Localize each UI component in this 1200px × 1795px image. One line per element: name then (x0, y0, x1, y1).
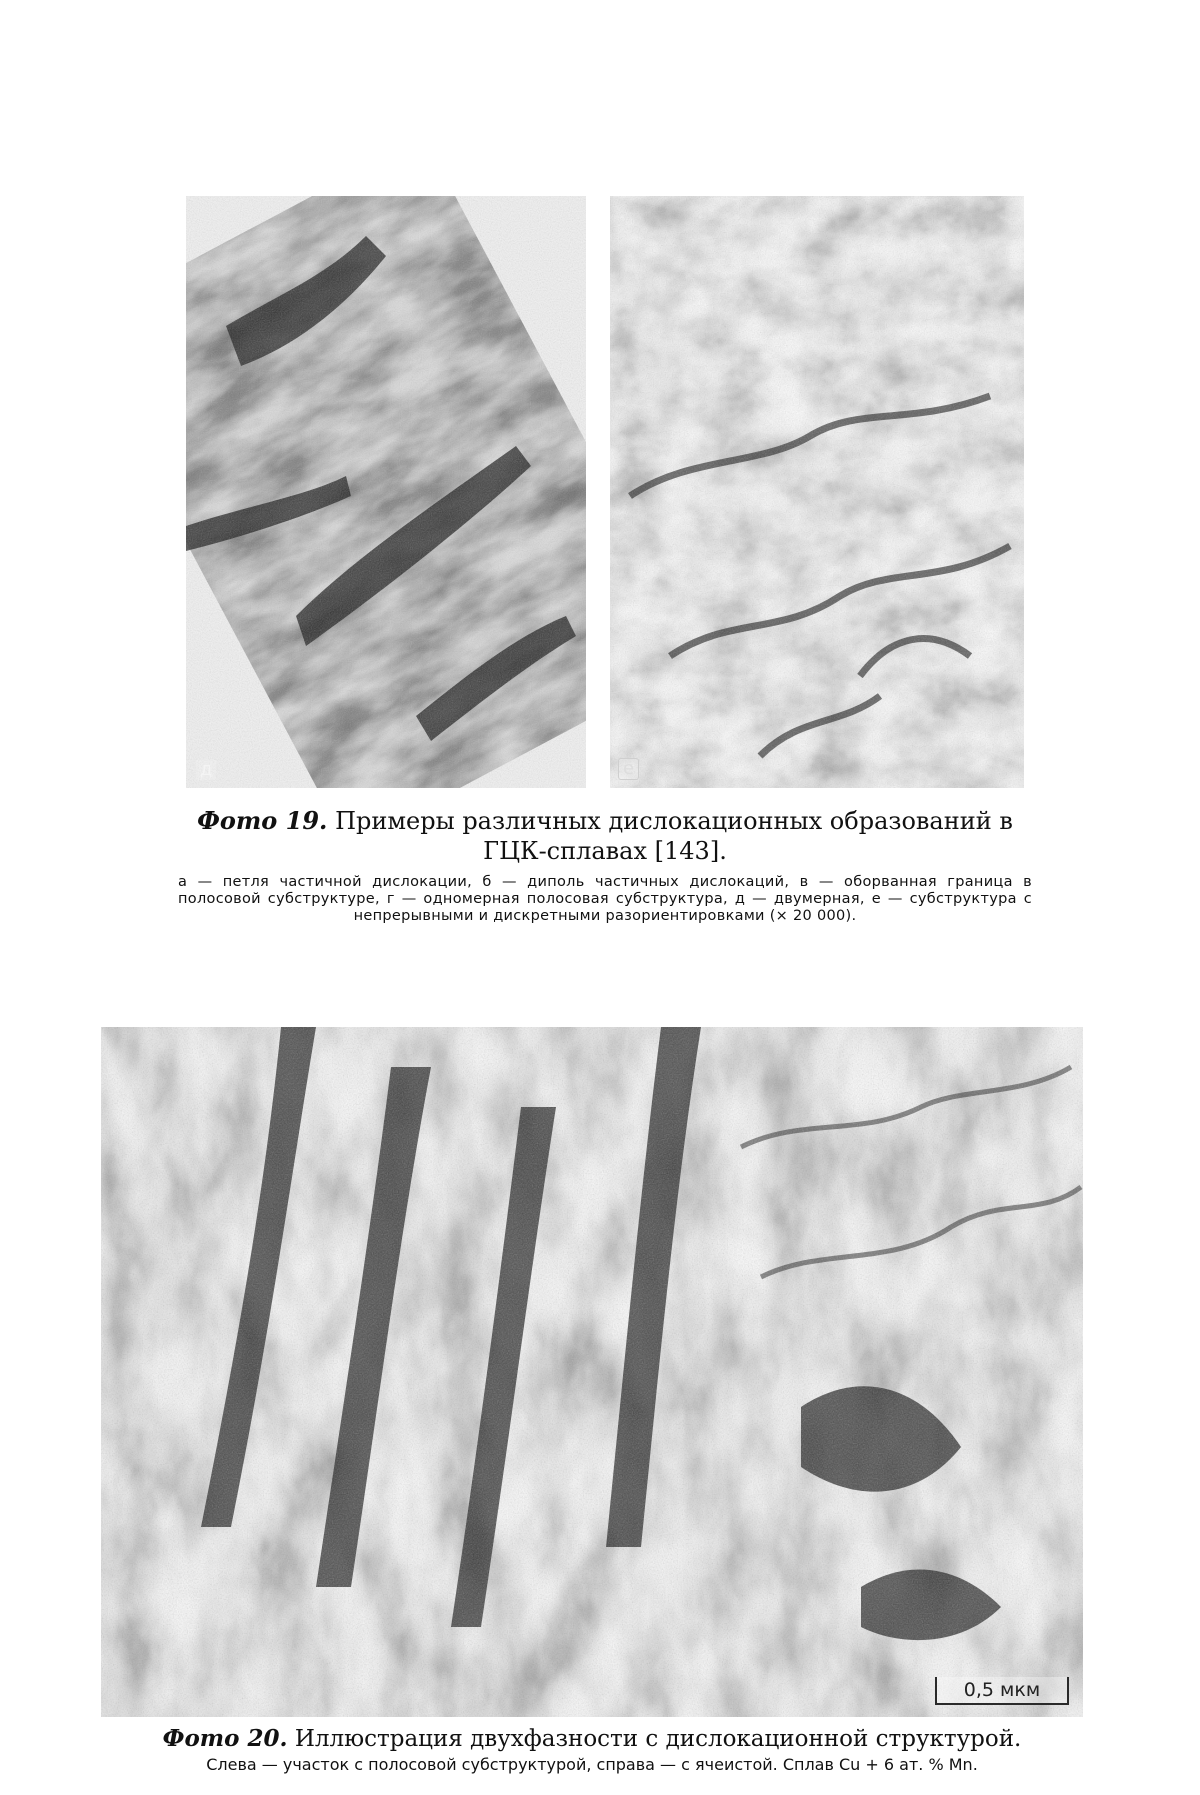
photo-20-caption-text: Иллюстрация двухфазности с дислокационной структурой. (294, 1726, 1022, 1752)
photo-20-figure (101, 1027, 1083, 1717)
photo-20-caption-label: Фото 20. (162, 1725, 288, 1752)
scale-bar: 0,5 мкм (935, 1677, 1069, 1705)
photo-19-caption-text: Примеры различных дислокационных образований в ГЦК-сплавах [143]. (335, 807, 1013, 865)
photo-20-caption-title (92, 1725, 1092, 1753)
micrograph-e-image (610, 196, 1024, 788)
micrograph-e (610, 196, 1024, 788)
micrograph-20-image (101, 1027, 1083, 1717)
photo-19-caption-title (178, 806, 1032, 866)
photo-19-caption-label: Фото 19. (197, 806, 328, 835)
micrograph-d (186, 196, 586, 788)
micrograph-d-image (186, 196, 586, 788)
photo-20-caption-notes: Слева — участок с полосовой субструктурой, справа — с ячеистой. Сплав Cu + 6 ат. % Mn. (206, 1755, 978, 1774)
panel-letter-d: д (196, 760, 216, 780)
photo-20-caption (92, 1725, 1092, 1774)
photo-19-caption-notes: а — петля частичной дислокации, б — диполь частичных дислокаций, в — оборванная граница в полосовой субструктуре, г — одномерная полосовая субструктура, д — двумерная, е — субструктура с непрерывными и дискретными разориентировками (× 20 000). (178, 874, 1032, 924)
panel-letter-e: е (618, 758, 639, 780)
photo-19-caption (178, 806, 1032, 925)
photo-19-figure (186, 196, 1024, 788)
